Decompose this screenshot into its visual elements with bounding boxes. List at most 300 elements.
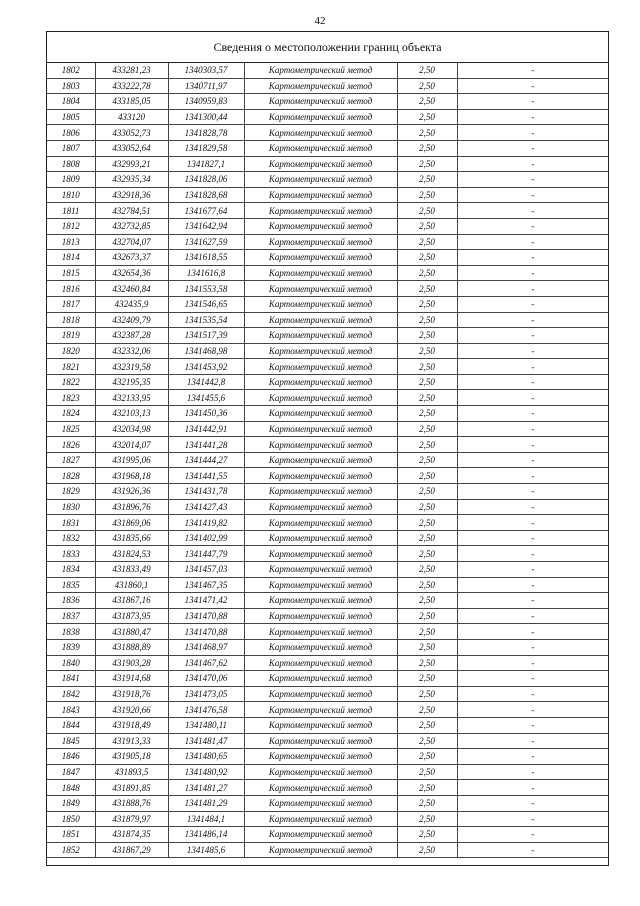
description-cell: - <box>457 140 608 156</box>
method-cell: Картометрический метод <box>244 359 397 375</box>
accuracy-cell: 2,50 <box>397 764 457 780</box>
y-coordinate-cell: 1341829,58 <box>168 140 244 156</box>
table-row <box>47 203 608 219</box>
table-row <box>47 811 608 827</box>
x-coordinate-cell: 432034,98 <box>95 421 168 437</box>
point-number-cell: 1834 <box>47 562 95 578</box>
point-number-cell: 1836 <box>47 593 95 609</box>
table-row <box>47 749 608 765</box>
table-row <box>47 827 608 843</box>
description-cell: - <box>457 827 608 843</box>
method-cell: Картометрический метод <box>244 374 397 390</box>
accuracy-cell: 2,50 <box>397 296 457 312</box>
x-coordinate-cell: 433052,73 <box>95 125 168 141</box>
table-row <box>47 593 608 609</box>
method-cell: Картометрический метод <box>244 312 397 328</box>
accuracy-cell: 2,50 <box>397 281 457 297</box>
method-cell: Картометрический метод <box>244 265 397 281</box>
table-row <box>47 733 608 749</box>
accuracy-cell: 2,50 <box>397 827 457 843</box>
y-coordinate-cell: 1341470,06 <box>168 671 244 687</box>
description-cell: - <box>457 764 608 780</box>
point-number-cell: 1807 <box>47 140 95 156</box>
method-cell: Картометрический метод <box>244 406 397 422</box>
y-coordinate-cell: 1341486,14 <box>168 827 244 843</box>
x-coordinate-cell: 432460,84 <box>95 281 168 297</box>
accuracy-cell: 2,50 <box>397 109 457 125</box>
description-cell: - <box>457 624 608 640</box>
boundary-info-frame <box>46 31 609 866</box>
description-cell: - <box>457 593 608 609</box>
y-coordinate-cell: 1341473,05 <box>168 686 244 702</box>
table-row <box>47 546 608 562</box>
x-coordinate-cell: 431888,89 <box>95 639 168 655</box>
accuracy-cell: 2,50 <box>397 374 457 390</box>
table-row <box>47 780 608 796</box>
table-row <box>47 639 608 655</box>
x-coordinate-cell: 431880,47 <box>95 624 168 640</box>
method-cell: Картометрический метод <box>244 328 397 344</box>
y-coordinate-cell: 1341300,44 <box>168 109 244 125</box>
method-cell: Картометрический метод <box>244 795 397 811</box>
method-cell: Картометрический метод <box>244 452 397 468</box>
method-cell: Картометрический метод <box>244 515 397 531</box>
coordinates-table <box>47 63 608 858</box>
y-coordinate-cell: 1341828,78 <box>168 125 244 141</box>
accuracy-cell: 2,50 <box>397 608 457 624</box>
point-number-cell: 1810 <box>47 187 95 203</box>
table-row <box>47 265 608 281</box>
accuracy-cell: 2,50 <box>397 172 457 188</box>
description-cell: - <box>457 265 608 281</box>
point-number-cell: 1802 <box>47 63 95 78</box>
accuracy-cell: 2,50 <box>397 390 457 406</box>
point-number-cell: 1812 <box>47 218 95 234</box>
method-cell: Картометрический метод <box>244 764 397 780</box>
accuracy-cell: 2,50 <box>397 265 457 281</box>
point-number-cell: 1851 <box>47 827 95 843</box>
method-cell: Картометрический метод <box>244 437 397 453</box>
description-cell: - <box>457 639 608 655</box>
method-cell: Картометрический метод <box>244 624 397 640</box>
y-coordinate-cell: 1341828,06 <box>168 172 244 188</box>
description-cell: - <box>457 250 608 266</box>
method-cell: Картометрический метод <box>244 842 397 858</box>
accuracy-cell: 2,50 <box>397 406 457 422</box>
table-row <box>47 624 608 640</box>
accuracy-cell: 2,50 <box>397 530 457 546</box>
accuracy-cell: 2,50 <box>397 328 457 344</box>
description-cell: - <box>457 562 608 578</box>
x-coordinate-cell: 431896,76 <box>95 499 168 515</box>
description-cell: - <box>457 374 608 390</box>
method-cell: Картометрический метод <box>244 63 397 78</box>
table-row <box>47 795 608 811</box>
description-cell: - <box>457 717 608 733</box>
y-coordinate-cell: 1341468,98 <box>168 343 244 359</box>
point-number-cell: 1809 <box>47 172 95 188</box>
description-cell: - <box>457 811 608 827</box>
accuracy-cell: 2,50 <box>397 421 457 437</box>
table-row <box>47 218 608 234</box>
x-coordinate-cell: 431995,06 <box>95 452 168 468</box>
x-coordinate-cell: 432435,9 <box>95 296 168 312</box>
method-cell: Картометрический метод <box>244 421 397 437</box>
description-cell: - <box>457 499 608 515</box>
x-coordinate-cell: 431905,18 <box>95 749 168 765</box>
point-number-cell: 1820 <box>47 343 95 359</box>
y-coordinate-cell: 1341677,64 <box>168 203 244 219</box>
y-coordinate-cell: 1341471,42 <box>168 593 244 609</box>
x-coordinate-cell: 431874,35 <box>95 827 168 843</box>
description-cell: - <box>457 608 608 624</box>
x-coordinate-cell: 431903,28 <box>95 655 168 671</box>
table-row <box>47 78 608 94</box>
method-cell: Картометрический метод <box>244 296 397 312</box>
y-coordinate-cell: 1341467,62 <box>168 655 244 671</box>
description-cell: - <box>457 780 608 796</box>
description-cell: - <box>457 655 608 671</box>
point-number-cell: 1831 <box>47 515 95 531</box>
table-row <box>47 187 608 203</box>
method-cell: Картометрический метод <box>244 530 397 546</box>
table-row <box>47 468 608 484</box>
accuracy-cell: 2,50 <box>397 140 457 156</box>
description-cell: - <box>457 749 608 765</box>
method-cell: Картометрический метод <box>244 203 397 219</box>
description-cell: - <box>457 795 608 811</box>
accuracy-cell: 2,50 <box>397 484 457 500</box>
point-number-cell: 1815 <box>47 265 95 281</box>
table-row <box>47 406 608 422</box>
description-cell: - <box>457 577 608 593</box>
method-cell: Картометрический метод <box>244 218 397 234</box>
method-cell: Картометрический метод <box>244 187 397 203</box>
method-cell: Картометрический метод <box>244 234 397 250</box>
method-cell: Картометрический метод <box>244 343 397 359</box>
description-cell: - <box>457 296 608 312</box>
point-number-cell: 1840 <box>47 655 95 671</box>
y-coordinate-cell: 1341455,6 <box>168 390 244 406</box>
description-cell: - <box>457 437 608 453</box>
accuracy-cell: 2,50 <box>397 218 457 234</box>
table-row <box>47 499 608 515</box>
accuracy-cell: 2,50 <box>397 562 457 578</box>
x-coordinate-cell: 431913,33 <box>95 733 168 749</box>
y-coordinate-cell: 1341480,65 <box>168 749 244 765</box>
description-cell: - <box>457 78 608 94</box>
table-row <box>47 94 608 110</box>
point-number-cell: 1826 <box>47 437 95 453</box>
accuracy-cell: 2,50 <box>397 156 457 172</box>
table-row <box>47 156 608 172</box>
method-cell: Картометрический метод <box>244 562 397 578</box>
y-coordinate-cell: 1341481,29 <box>168 795 244 811</box>
accuracy-cell: 2,50 <box>397 187 457 203</box>
accuracy-cell: 2,50 <box>397 577 457 593</box>
accuracy-cell: 2,50 <box>397 733 457 749</box>
point-number-cell: 1829 <box>47 484 95 500</box>
point-number-cell: 1843 <box>47 702 95 718</box>
description-cell: - <box>457 390 608 406</box>
point-number-cell: 1817 <box>47 296 95 312</box>
page-number: 42 <box>314 15 326 27</box>
point-number-cell: 1821 <box>47 359 95 375</box>
y-coordinate-cell: 1341480,92 <box>168 764 244 780</box>
table-row <box>47 562 608 578</box>
y-coordinate-cell: 1341481,27 <box>168 780 244 796</box>
y-coordinate-cell: 1341535,54 <box>168 312 244 328</box>
point-number-cell: 1848 <box>47 780 95 796</box>
method-cell: Картометрический метод <box>244 655 397 671</box>
accuracy-cell: 2,50 <box>397 842 457 858</box>
accuracy-cell: 2,50 <box>397 795 457 811</box>
accuracy-cell: 2,50 <box>397 234 457 250</box>
method-cell: Картометрический метод <box>244 172 397 188</box>
x-coordinate-cell: 431888,76 <box>95 795 168 811</box>
description-cell: - <box>457 842 608 858</box>
x-coordinate-cell: 432993,21 <box>95 156 168 172</box>
x-coordinate-cell: 431867,16 <box>95 593 168 609</box>
x-coordinate-cell: 431968,18 <box>95 468 168 484</box>
accuracy-cell: 2,50 <box>397 312 457 328</box>
table-row <box>47 655 608 671</box>
point-number-cell: 1839 <box>47 639 95 655</box>
point-number-cell: 1841 <box>47 671 95 687</box>
x-coordinate-cell: 433120 <box>95 109 168 125</box>
y-coordinate-cell: 1341546,65 <box>168 296 244 312</box>
x-coordinate-cell: 432319,58 <box>95 359 168 375</box>
point-number-cell: 1838 <box>47 624 95 640</box>
y-coordinate-cell: 1341485,6 <box>168 842 244 858</box>
method-cell: Картометрический метод <box>244 639 397 655</box>
x-coordinate-cell: 431869,06 <box>95 515 168 531</box>
method-cell: Картометрический метод <box>244 593 397 609</box>
x-coordinate-cell: 432409,79 <box>95 312 168 328</box>
y-coordinate-cell: 1341476,58 <box>168 702 244 718</box>
table-row <box>47 250 608 266</box>
y-coordinate-cell: 1341431,78 <box>168 484 244 500</box>
section-title: Сведения о местоположении границ объекта <box>47 32 608 63</box>
method-cell: Картометрический метод <box>244 140 397 156</box>
x-coordinate-cell: 432195,35 <box>95 374 168 390</box>
y-coordinate-cell: 1341470,88 <box>168 608 244 624</box>
y-coordinate-cell: 1341484,1 <box>168 811 244 827</box>
table-row <box>47 671 608 687</box>
x-coordinate-cell: 431833,49 <box>95 562 168 578</box>
y-coordinate-cell: 1341419,82 <box>168 515 244 531</box>
y-coordinate-cell: 1341627,59 <box>168 234 244 250</box>
x-coordinate-cell: 432014,07 <box>95 437 168 453</box>
point-number-cell: 1806 <box>47 125 95 141</box>
y-coordinate-cell: 1341453,92 <box>168 359 244 375</box>
accuracy-cell: 2,50 <box>397 437 457 453</box>
description-cell: - <box>457 452 608 468</box>
point-number-cell: 1849 <box>47 795 95 811</box>
description-cell: - <box>457 468 608 484</box>
x-coordinate-cell: 432732,85 <box>95 218 168 234</box>
y-coordinate-cell: 1341553,58 <box>168 281 244 297</box>
x-coordinate-cell: 431860,1 <box>95 577 168 593</box>
method-cell: Картометрический метод <box>244 780 397 796</box>
table-row <box>47 702 608 718</box>
description-cell: - <box>457 172 608 188</box>
table-row <box>47 437 608 453</box>
accuracy-cell: 2,50 <box>397 686 457 702</box>
y-coordinate-cell: 1341642,94 <box>168 218 244 234</box>
method-cell: Картометрический метод <box>244 390 397 406</box>
method-cell: Картометрический метод <box>244 499 397 515</box>
x-coordinate-cell: 433185,05 <box>95 94 168 110</box>
method-cell: Картометрический метод <box>244 608 397 624</box>
y-coordinate-cell: 1341447,79 <box>168 546 244 562</box>
table-row <box>47 328 608 344</box>
y-coordinate-cell: 1341444,27 <box>168 452 244 468</box>
point-number-cell: 1816 <box>47 281 95 297</box>
x-coordinate-cell: 432654,36 <box>95 265 168 281</box>
x-coordinate-cell: 431918,49 <box>95 717 168 733</box>
x-coordinate-cell: 431873,95 <box>95 608 168 624</box>
point-number-cell: 1814 <box>47 250 95 266</box>
method-cell: Картометрический метод <box>244 94 397 110</box>
x-coordinate-cell: 431893,5 <box>95 764 168 780</box>
description-cell: - <box>457 281 608 297</box>
x-coordinate-cell: 432133,95 <box>95 390 168 406</box>
accuracy-cell: 2,50 <box>397 343 457 359</box>
x-coordinate-cell: 431891,85 <box>95 780 168 796</box>
accuracy-cell: 2,50 <box>397 702 457 718</box>
x-coordinate-cell: 433222,78 <box>95 78 168 94</box>
point-number-cell: 1818 <box>47 312 95 328</box>
description-cell: - <box>457 109 608 125</box>
accuracy-cell: 2,50 <box>397 125 457 141</box>
accuracy-cell: 2,50 <box>397 94 457 110</box>
method-cell: Картометрический метод <box>244 811 397 827</box>
point-number-cell: 1832 <box>47 530 95 546</box>
y-coordinate-cell: 1341450,36 <box>168 406 244 422</box>
accuracy-cell: 2,50 <box>397 250 457 266</box>
method-cell: Картометрический метод <box>244 749 397 765</box>
table-row <box>47 359 608 375</box>
y-coordinate-cell: 1341616,8 <box>168 265 244 281</box>
method-cell: Картометрический метод <box>244 733 397 749</box>
table-row <box>47 296 608 312</box>
point-number-cell: 1852 <box>47 842 95 858</box>
description-cell: - <box>457 515 608 531</box>
x-coordinate-cell: 431914,68 <box>95 671 168 687</box>
accuracy-cell: 2,50 <box>397 515 457 531</box>
table-row <box>47 343 608 359</box>
accuracy-cell: 2,50 <box>397 717 457 733</box>
description-cell: - <box>457 530 608 546</box>
point-number-cell: 1830 <box>47 499 95 515</box>
table-row <box>47 390 608 406</box>
method-cell: Картометрический метод <box>244 484 397 500</box>
table-row <box>47 140 608 156</box>
table-row <box>47 577 608 593</box>
accuracy-cell: 2,50 <box>397 468 457 484</box>
point-number-cell: 1828 <box>47 468 95 484</box>
y-coordinate-cell: 1341457,03 <box>168 562 244 578</box>
description-cell: - <box>457 406 608 422</box>
table-row <box>47 281 608 297</box>
x-coordinate-cell: 432103,13 <box>95 406 168 422</box>
description-cell: - <box>457 156 608 172</box>
accuracy-cell: 2,50 <box>397 452 457 468</box>
point-number-cell: 1803 <box>47 78 95 94</box>
point-number-cell: 1811 <box>47 203 95 219</box>
y-coordinate-cell: 1340303,57 <box>168 63 244 78</box>
y-coordinate-cell: 1341427,43 <box>168 499 244 515</box>
method-cell: Картометрический метод <box>244 250 397 266</box>
description-cell: - <box>457 546 608 562</box>
x-coordinate-cell: 433052,64 <box>95 140 168 156</box>
x-coordinate-cell: 432935,34 <box>95 172 168 188</box>
x-coordinate-cell: 431918,76 <box>95 686 168 702</box>
description-cell: - <box>457 484 608 500</box>
table-row <box>47 109 608 125</box>
table-row <box>47 125 608 141</box>
x-coordinate-cell: 431867,29 <box>95 842 168 858</box>
description-cell: - <box>457 63 608 78</box>
y-coordinate-cell: 1341827,1 <box>168 156 244 172</box>
y-coordinate-cell: 1341470,88 <box>168 624 244 640</box>
description-cell: - <box>457 733 608 749</box>
point-number-cell: 1846 <box>47 749 95 765</box>
method-cell: Картометрический метод <box>244 717 397 733</box>
table-row <box>47 312 608 328</box>
table-row <box>47 172 608 188</box>
description-cell: - <box>457 218 608 234</box>
method-cell: Картометрический метод <box>244 671 397 687</box>
y-coordinate-cell: 1341618,55 <box>168 250 244 266</box>
point-number-cell: 1842 <box>47 686 95 702</box>
description-cell: - <box>457 94 608 110</box>
accuracy-cell: 2,50 <box>397 811 457 827</box>
x-coordinate-cell: 431920,66 <box>95 702 168 718</box>
x-coordinate-cell: 432704,07 <box>95 234 168 250</box>
point-number-cell: 1804 <box>47 94 95 110</box>
y-coordinate-cell: 1341442,91 <box>168 421 244 437</box>
x-coordinate-cell: 431824,53 <box>95 546 168 562</box>
point-number-cell: 1844 <box>47 717 95 733</box>
point-number-cell: 1823 <box>47 390 95 406</box>
y-coordinate-cell: 1341517,39 <box>168 328 244 344</box>
table-row <box>47 842 608 858</box>
x-coordinate-cell: 433281,23 <box>95 63 168 78</box>
description-cell: - <box>457 203 608 219</box>
y-coordinate-cell: 1340711,97 <box>168 78 244 94</box>
accuracy-cell: 2,50 <box>397 749 457 765</box>
description-cell: - <box>457 686 608 702</box>
accuracy-cell: 2,50 <box>397 359 457 375</box>
description-cell: - <box>457 343 608 359</box>
x-coordinate-cell: 432918,36 <box>95 187 168 203</box>
table-row <box>47 515 608 531</box>
table-row <box>47 764 608 780</box>
method-cell: Картометрический метод <box>244 827 397 843</box>
accuracy-cell: 2,50 <box>397 624 457 640</box>
accuracy-cell: 2,50 <box>397 671 457 687</box>
method-cell: Картометрический метод <box>244 109 397 125</box>
table-row <box>47 686 608 702</box>
x-coordinate-cell: 431926,36 <box>95 484 168 500</box>
accuracy-cell: 2,50 <box>397 780 457 796</box>
y-coordinate-cell: 1341467,35 <box>168 577 244 593</box>
y-coordinate-cell: 1341468,97 <box>168 639 244 655</box>
table-row <box>47 530 608 546</box>
accuracy-cell: 2,50 <box>397 655 457 671</box>
